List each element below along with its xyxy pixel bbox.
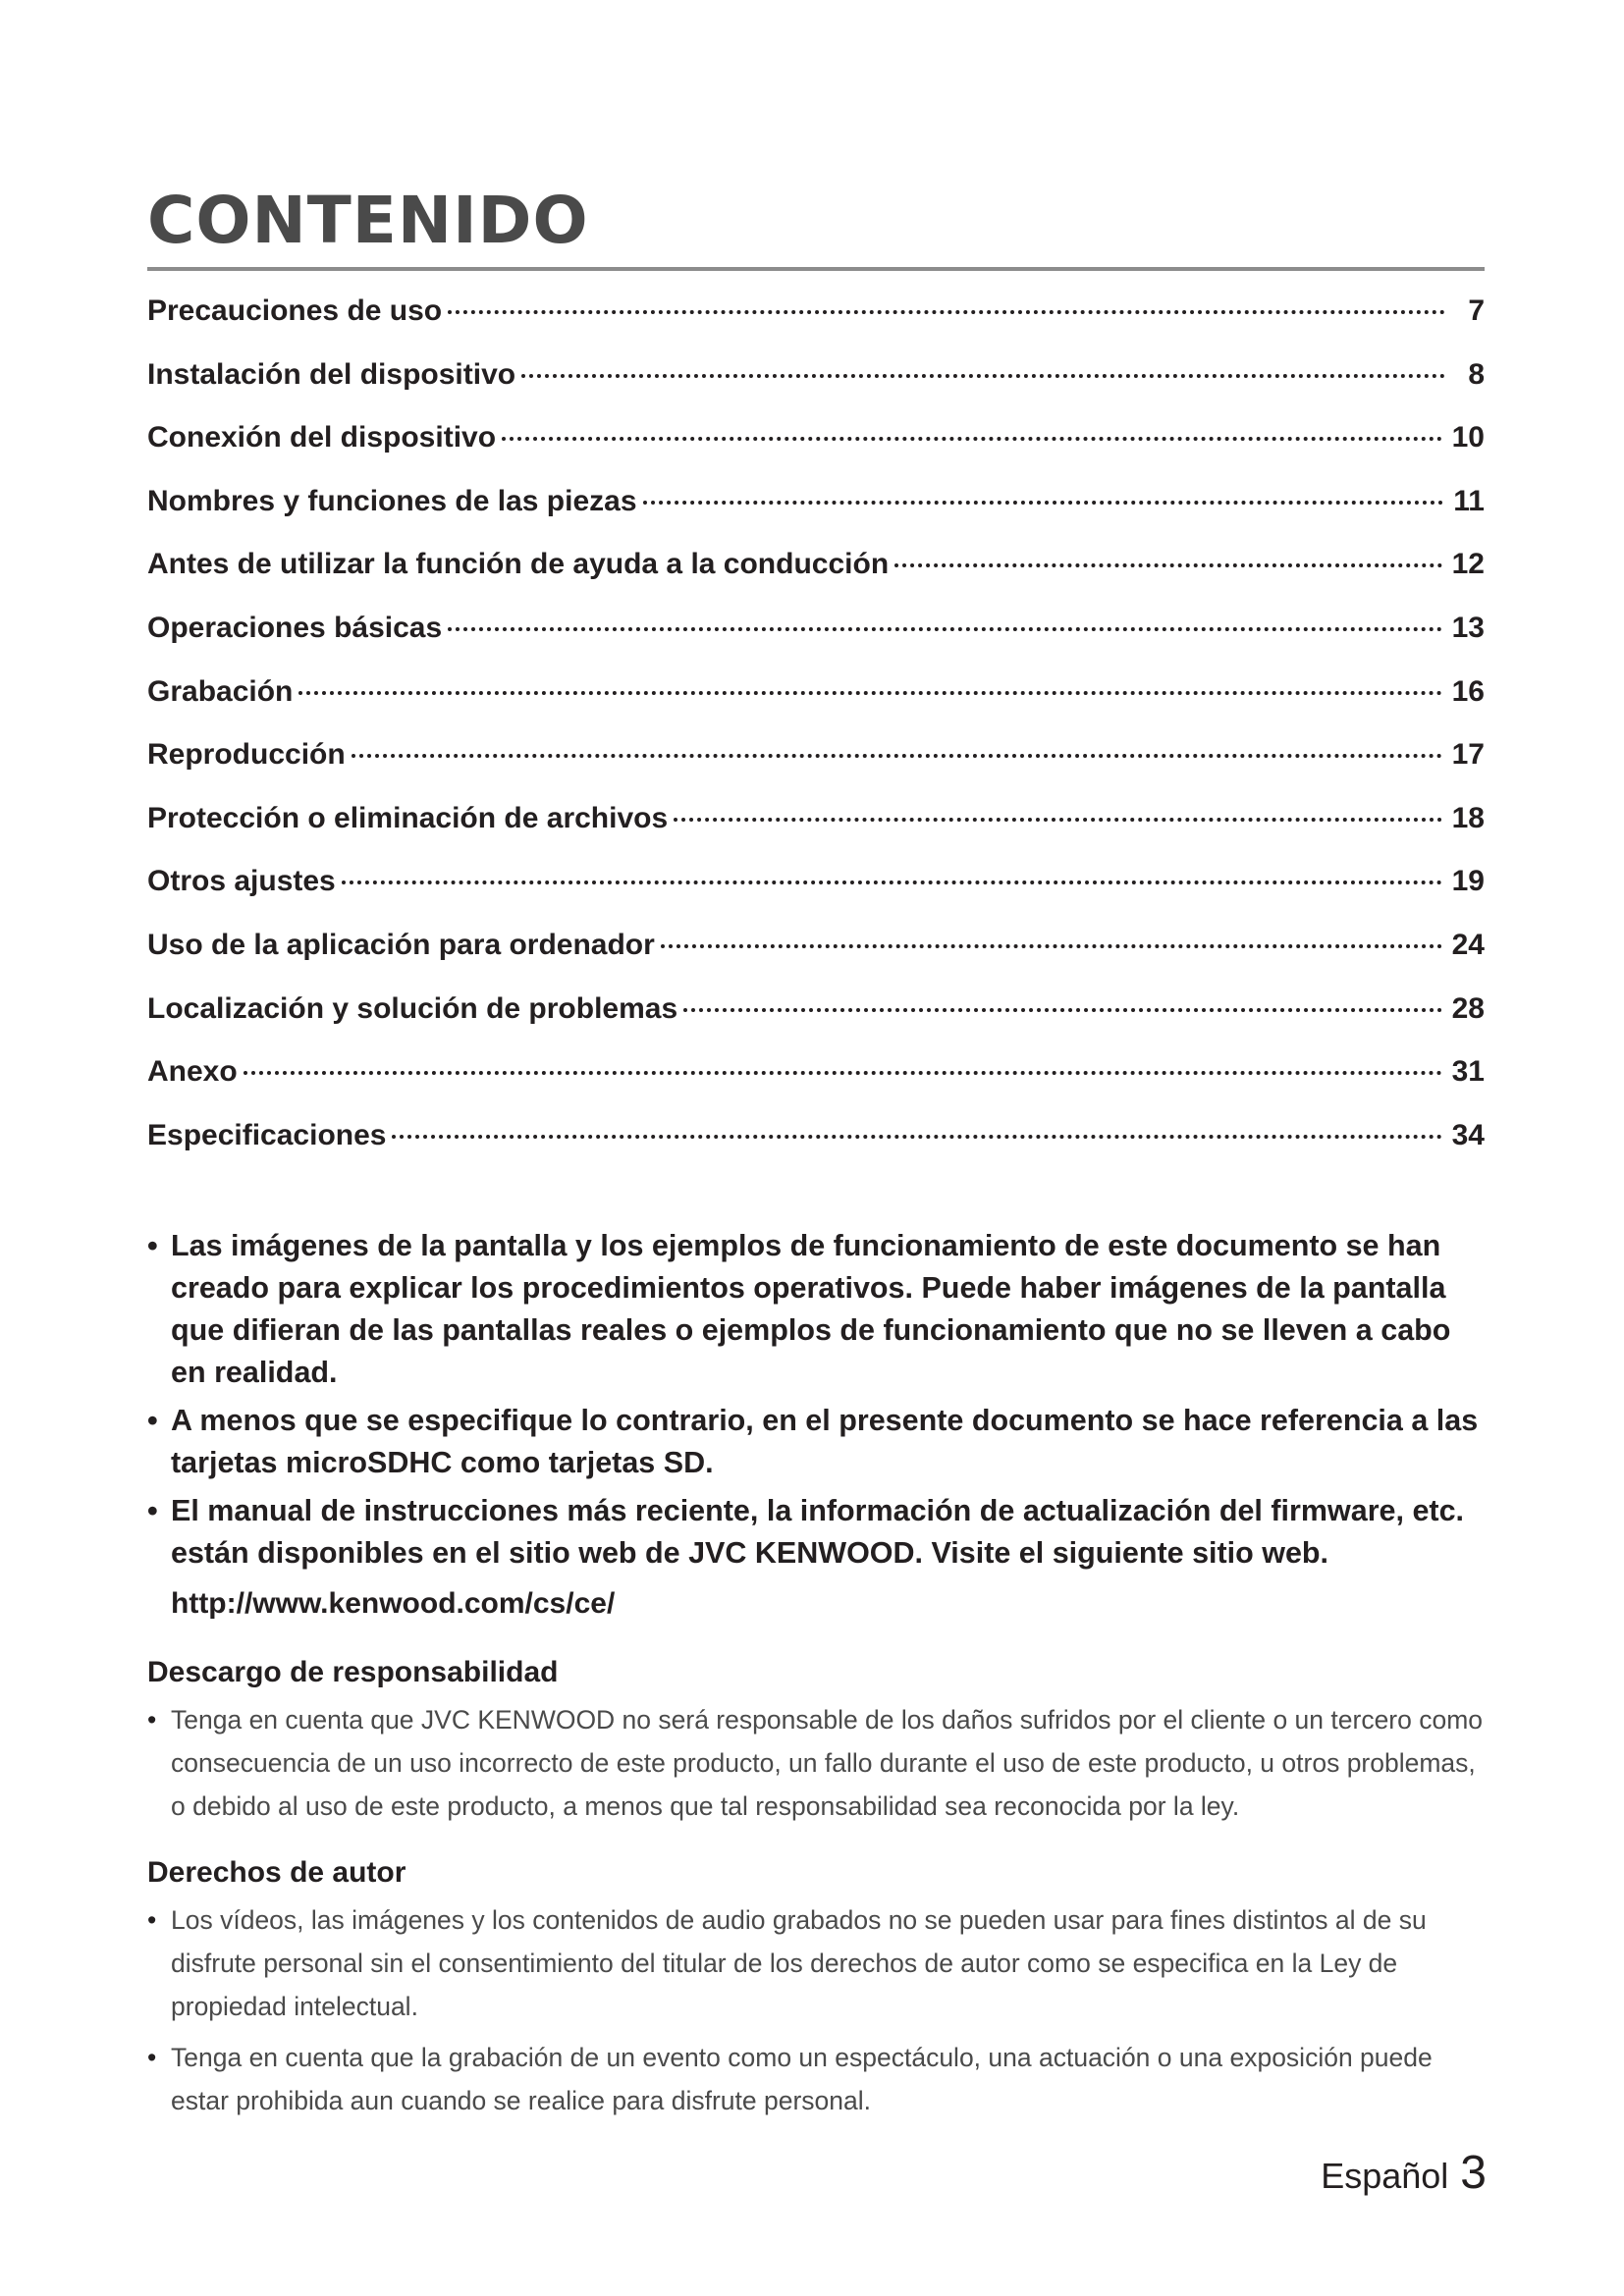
toc-entry-page: 34 xyxy=(1451,1118,1485,1151)
toc-leader-dots xyxy=(298,691,1441,695)
page-title: CONTENIDO xyxy=(147,183,589,258)
toc-entry-label: Instalación del dispositivo xyxy=(147,357,516,391)
toc-entry[interactable] xyxy=(147,612,1485,675)
toc-entry[interactable] xyxy=(147,1119,1485,1183)
toc-entry-label: Nombres y funciones de las piezas xyxy=(147,484,637,517)
toc-entry[interactable] xyxy=(147,865,1485,929)
toc-leader-dots xyxy=(342,881,1442,884)
toc-entry-label: Otros ajustes xyxy=(147,865,336,898)
disclaimer-heading: Descargo de responsabilidad xyxy=(147,1656,559,1689)
toc-leader-dots xyxy=(661,944,1442,948)
toc-entry-label: Antes de utilizar la función de ayuda a la conducción xyxy=(147,548,890,581)
toc-leader-dots xyxy=(352,754,1442,758)
toc-leader-dots xyxy=(643,501,1444,505)
toc-entry-page: 16 xyxy=(1451,674,1485,708)
toc-entry[interactable] xyxy=(147,802,1485,866)
toc-leader-dots xyxy=(392,1135,1441,1139)
disclaimer-item: • Tenga en cuenta que JVC KENWOOD no será responsable de los daños sufridos por el cliente o un tercero como consecuencia de un uso incorrecto de este producto, un fallo durante el uso de este producto, u otros problemas, o debido al uso de este producto, a menos que tal responsabilidad sea reconocida por la ley. xyxy=(147,1698,1485,1828)
toc-leader-dots xyxy=(894,563,1441,567)
toc-entry-page: 17 xyxy=(1451,738,1485,772)
toc-entry[interactable] xyxy=(147,485,1485,549)
toc-entry-label: Uso de la aplicación para ordenador xyxy=(147,928,655,961)
toc-entry-label: Operaciones básicas xyxy=(147,611,443,644)
toc-entry[interactable] xyxy=(147,548,1485,612)
footer-language: Español xyxy=(1321,2156,1449,2196)
toc-entry-page: 28 xyxy=(1451,991,1485,1025)
toc-entry-label: Anexo xyxy=(147,1055,238,1089)
copyright-item: • Los vídeos, las imágenes y los contenidos de audio grabados no se pueden usar para fines distintos al de su disfrute personal sin el consentimiento del titular de los derechos de autor como se especifica en la Ley de propiedad intelectual. xyxy=(147,1898,1485,2028)
toc-entry-page: 24 xyxy=(1451,928,1485,961)
toc-entry-page: 8 xyxy=(1468,357,1485,391)
toc-entry[interactable] xyxy=(147,358,1485,422)
toc-entry[interactable] xyxy=(147,675,1485,739)
toc-entry-page: 11 xyxy=(1453,484,1485,517)
toc-entry-page: 13 xyxy=(1451,611,1485,644)
toc-entry[interactable] xyxy=(147,1055,1485,1119)
toc-entry-page: 12 xyxy=(1451,548,1485,581)
page-content xyxy=(147,177,1485,2130)
important-notes-list xyxy=(147,1225,1485,1575)
disclaimer-list xyxy=(147,1698,1485,1828)
copyright-list xyxy=(147,1898,1485,2122)
toc-entry[interactable] xyxy=(147,294,1485,358)
toc-leader-dots xyxy=(448,310,1445,314)
toc-entry-label: Reproducción xyxy=(147,738,346,772)
table-of-contents xyxy=(147,294,1485,1182)
toc-entry-page: 10 xyxy=(1451,421,1485,454)
toc-entry-label: Grabación xyxy=(147,674,294,708)
toc-leader-dots xyxy=(683,1008,1441,1012)
toc-entry-label: Precauciones de uso xyxy=(147,294,443,327)
toc-leader-dots xyxy=(244,1071,1442,1075)
title-divider xyxy=(147,267,1485,271)
toc-entry-page: 31 xyxy=(1451,1055,1485,1089)
toc-entry-label: Protección o eliminación de archivos xyxy=(147,801,669,834)
note-item: • El manual de instrucciones más reciente, la información de actualización del firmware, etc. están disponibles en el sitio web de JVC KENWOOD. Visite el siguiente sitio web. xyxy=(147,1490,1485,1575)
copyright-heading: Derechos de autor xyxy=(147,1856,406,1890)
toc-entry[interactable] xyxy=(147,929,1485,992)
toc-leader-dots xyxy=(502,437,1442,441)
toc-entry-label: Especificaciones xyxy=(147,1118,387,1151)
note-item: • A menos que se especifique lo contrario, en el presente documento se hace referencia a las tarjetas microSDHC como tarjetas SD. xyxy=(147,1400,1485,1484)
toc-entry-page: 19 xyxy=(1451,865,1485,898)
toc-entry[interactable] xyxy=(147,992,1485,1056)
note-item: • Las imágenes de la pantalla y los ejemplos de funcionamiento de este documento se han creado para explicar los procedimientos operativos. Puede haber imágenes de la pantalla que difieran de las pantallas reales o ejemplos de funcionamiento que no se lleven a cabo en realidad. xyxy=(147,1225,1485,1394)
toc-entry-page: 18 xyxy=(1451,801,1485,834)
toc-entry-label: Conexión del dispositivo xyxy=(147,421,497,454)
toc-entry[interactable] xyxy=(147,738,1485,802)
toc-entry-page: 7 xyxy=(1468,294,1485,327)
toc-leader-dots xyxy=(521,374,1445,378)
copyright-item: • Tenga en cuenta que la grabación de un evento como un espectáculo, una actuación o una exposición puede estar prohibida aun cuando se realice para disfrute personal. xyxy=(147,2036,1485,2122)
toc-entry[interactable] xyxy=(147,421,1485,485)
support-website-link[interactable]: http://www.kenwood.com/cs/ce/ xyxy=(171,1587,616,1621)
toc-leader-dots xyxy=(448,627,1441,631)
page-number: 3 xyxy=(1460,2147,1487,2199)
page-footer xyxy=(1321,2146,1487,2200)
toc-entry-label: Localización y solución de problemas xyxy=(147,991,678,1025)
toc-leader-dots xyxy=(674,818,1441,822)
